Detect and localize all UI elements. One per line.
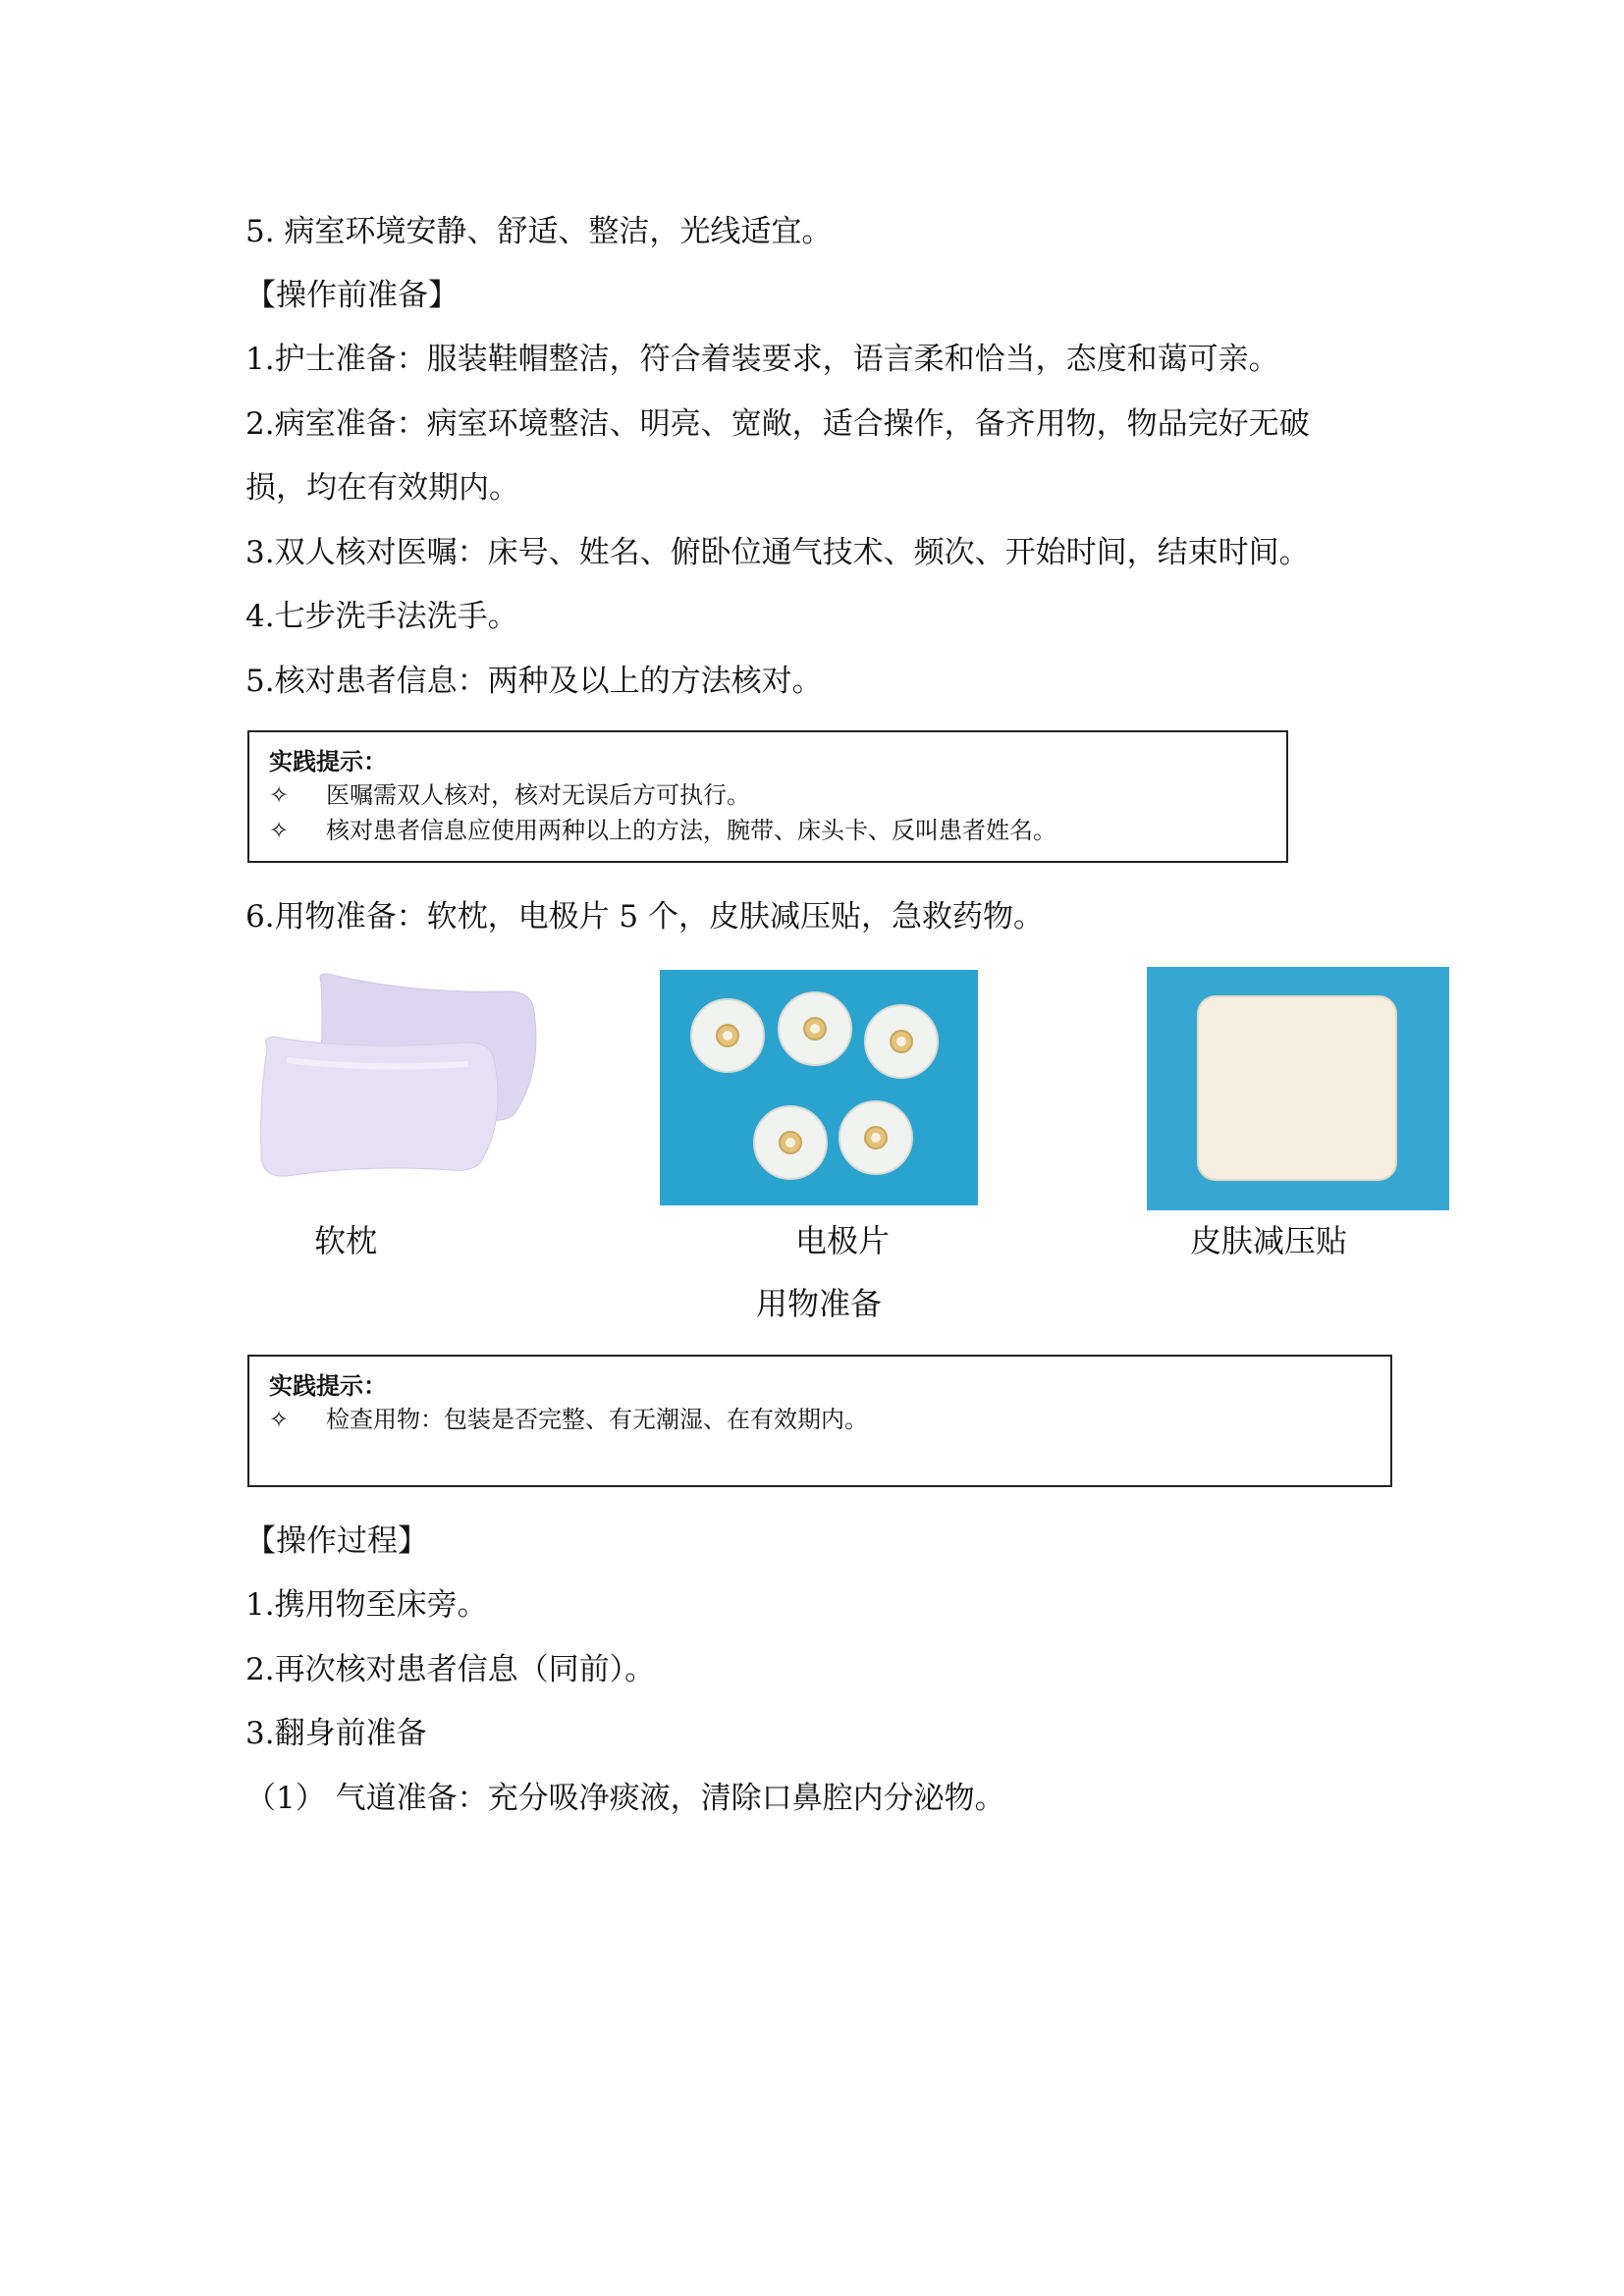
caption-skin-pad: 皮肤减压贴 <box>1190 1222 1348 1259</box>
tip-item <box>269 1402 1390 1437</box>
tip-item <box>269 813 1286 848</box>
process-item: 2.再次核对患者信息（同前）。 <box>245 1652 656 1687</box>
pillow-image <box>247 962 542 1186</box>
process-item: 1.携用物至床旁。 <box>245 1587 488 1623</box>
caption-electrode: 电极片 <box>795 1222 891 1259</box>
prep-item: 3.双人核对医嘱：床号、姓名、俯卧位通气技术、频次、开始时间，结束时间。 <box>245 535 1310 570</box>
diamond-bullet-icon: ✧ <box>269 781 290 809</box>
skin-pad-image <box>1147 967 1449 1210</box>
electrode-pads-image <box>660 970 978 1205</box>
tip-item-text: 医嘱需双人核对，核对无误后方可执行。 <box>326 781 750 809</box>
prep-item: 2.病室准备：病室环境整洁、明亮、宽敞，适合操作，备齐用物，物品完好无破 <box>245 406 1310 442</box>
diamond-bullet-icon: ✧ <box>269 1406 290 1433</box>
figure-title: 用物准备 <box>756 1285 883 1322</box>
process-heading: 【操作过程】 <box>245 1523 428 1559</box>
prep-heading: 【操作前准备】 <box>245 278 459 313</box>
tip-title: 实践提示： <box>269 1372 387 1400</box>
process-item: 3.翻身前准备 <box>245 1716 427 1751</box>
prep-item: 5.核对患者信息：两种及以上的方法核对。 <box>245 664 823 699</box>
prep-item: 1.护士准备：服装鞋帽整洁，符合着装要求，语言柔和恰当，态度和蔼可亲。 <box>245 342 1279 377</box>
env-line: 5. 病室环境安静、舒适、整洁，光线适宜。 <box>245 214 833 249</box>
tip-item-text: 检查用物：包装是否完整、有无潮湿、在有效期内。 <box>326 1406 868 1433</box>
tip-title: 实践提示： <box>269 748 387 775</box>
tip-item <box>269 777 1286 813</box>
tip-item-text: 核对患者信息应使用两种以上的方法，腕带、床头卡、反叫患者姓名。 <box>326 817 1056 844</box>
prep-item: 损，均在有效期内。 <box>245 470 519 506</box>
practice-tip-box <box>247 1355 1392 1487</box>
practice-tip-box <box>247 730 1288 863</box>
process-item: （1） 气道准备：充分吸净痰液，清除口鼻腔内分泌物。 <box>245 1781 1005 1816</box>
supplies-line: 6.用物准备：软枕，电极片 5 个，皮肤减压贴，急救药物。 <box>245 899 1045 934</box>
prep-item: 4.七步洗手法洗手。 <box>245 599 518 634</box>
diamond-bullet-icon: ✧ <box>269 817 290 844</box>
caption-pillow: 软枕 <box>314 1222 378 1259</box>
